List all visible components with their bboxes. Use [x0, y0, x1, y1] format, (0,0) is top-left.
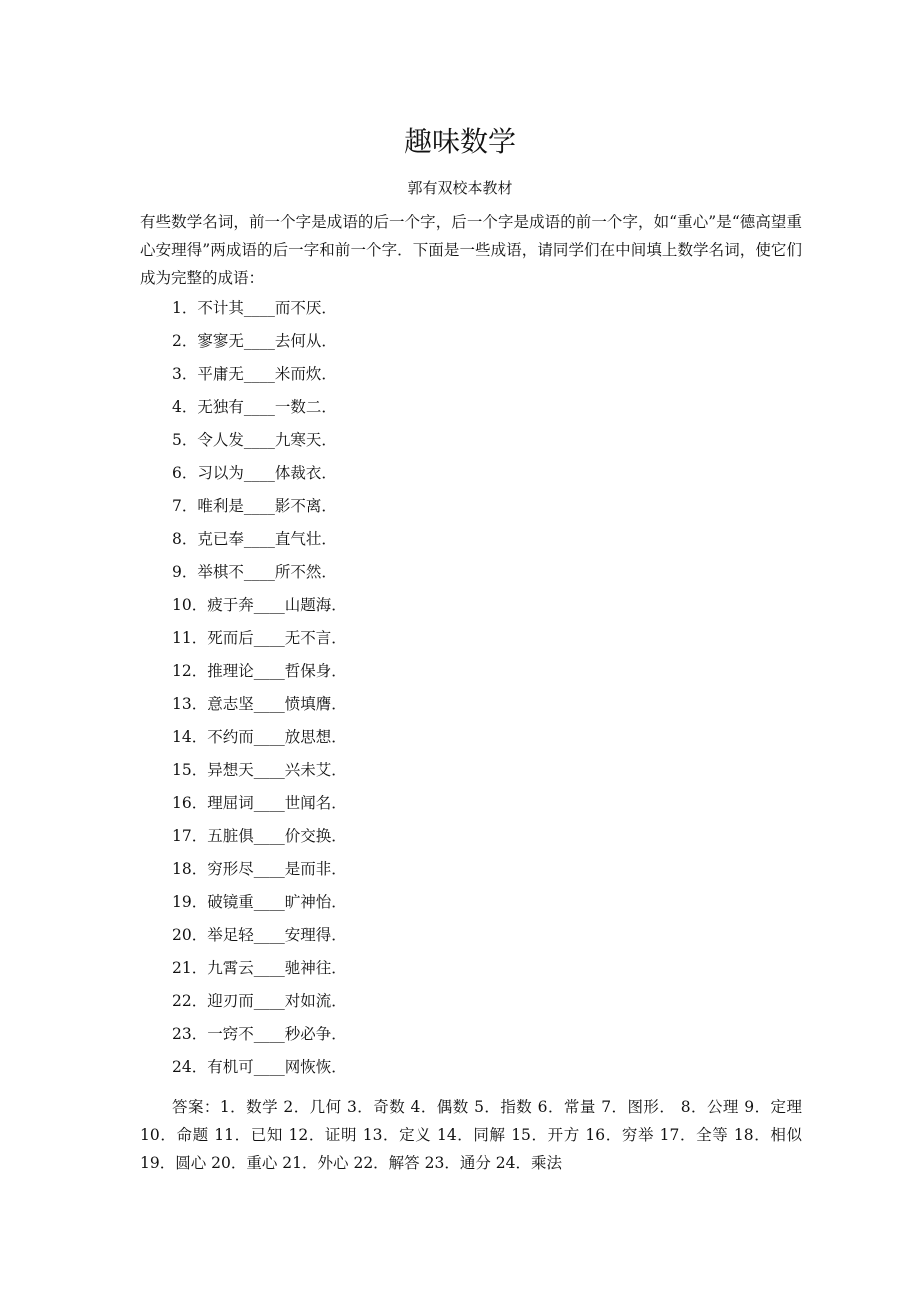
list-item: 24．有机可____网恢恢．	[172, 1058, 347, 1076]
page-title: 趣味数学	[403, 125, 516, 158]
list-item: 6．习以为____体裁衣．	[172, 464, 337, 482]
list-item: 18．穷形尽____是而非．	[172, 860, 347, 878]
list-item: 21．九霄云____驰神往．	[172, 959, 347, 977]
list-item: 23．一窍不____秒必争．	[172, 1025, 347, 1043]
list-item: 15．异想天____兴未艾．	[172, 761, 347, 779]
list-item: 16．理屈词____世闻名．	[172, 794, 347, 812]
list-item: 17．五脏俱____价交换．	[172, 827, 347, 845]
list-item: 14．不约而____放思想．	[172, 728, 347, 746]
intro-paragraph: 有些数学名词，前一个字是成语的后一个字，后一个字是成语的前一个字，如“重心”是“德高望重心安理得”两成语的后一字和前一个字．下面是一些成语，请同学们在中间填上数学名词，使它们成为完整的成语：	[140, 213, 802, 287]
list-item: 5．令人发____九寒天．	[172, 431, 337, 449]
list-item: 19．破镜重____旷神怡．	[172, 893, 347, 911]
list-item: 13．意志坚____愤填膺．	[172, 695, 347, 713]
list-item: 11．死而后____无不言．	[172, 629, 347, 647]
list-item: 10．疲于奔____山题海．	[172, 596, 347, 614]
list-item: 8．克已奉____直气壮．	[172, 530, 337, 548]
list-item: 4．无独有____一数二．	[172, 398, 337, 416]
list-item: 20．举足轻____安理得．	[172, 926, 347, 944]
page-subtitle: 郭有双校本教材	[407, 179, 513, 197]
list-item: 9．举棋不____所不然．	[172, 563, 337, 581]
list-item: 7．唯利是____影不离．	[172, 497, 337, 515]
list-item: 12．推理论____哲保身．	[172, 662, 347, 680]
idiom-list	[172, 296, 347, 1088]
list-item: 2．寥寥无____去何从．	[172, 332, 337, 350]
list-item: 22．迎刃而____对如流．	[172, 992, 347, 1010]
list-item: 3．平庸无____米而炊．	[172, 365, 337, 383]
answers-paragraph: 答案：1．数学 2．几何 3．奇数 4．偶数 5．指数 6．常量 7．图形． 8．公理 9．定理 10．命题 11．已知 12．证明 13．定义 14．同解 15．开方 16．穷举 17．全等 18．相似 19．圆心 20．重心 21．外心 22．解答 23．通分 24．乘法	[140, 1098, 802, 1172]
list-item: 1．不计其____而不厌．	[172, 299, 337, 317]
